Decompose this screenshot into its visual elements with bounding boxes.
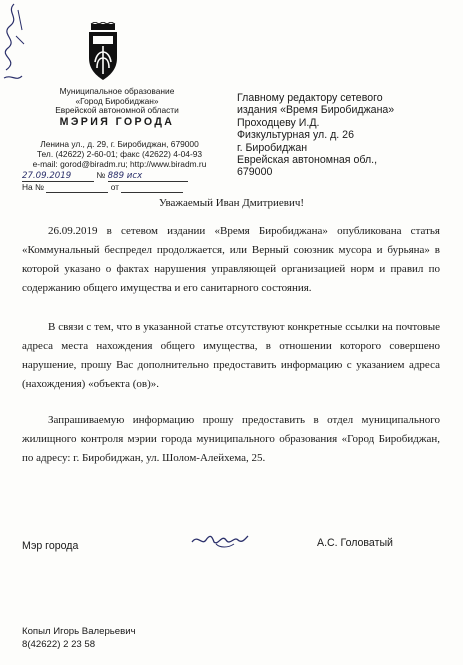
executor-name: Копыл Игорь Валерьевич xyxy=(22,626,136,637)
recipient-line-2: издания «Время Биробиджана» xyxy=(237,104,395,117)
paragraph-2: В связи с тем, что в указанной статье отсутствуют конкретные ссылки на почтовые адреса места нахождения общего имущества, в отношении которого совершено нарушение, прошу Вас дополнительно предоставить информацию с указанием адреса (нахождения) «объекта (ов)». xyxy=(22,321,440,390)
reference-from-label: от xyxy=(110,182,119,192)
recipient-line-1: Главному редактору сетевого xyxy=(237,92,383,104)
org-line-3: Еврейской автономной области xyxy=(55,105,179,116)
reference-number-underline xyxy=(46,182,108,193)
org-line-2: «Город Биробиджан» xyxy=(75,95,159,106)
outgoing-number-underline xyxy=(108,170,188,182)
recipient-line-7: 679000 xyxy=(237,166,273,179)
contacts-block xyxy=(12,140,227,169)
number-label: № xyxy=(96,170,106,180)
reference-date-underline xyxy=(121,182,183,193)
outgoing-date-underline xyxy=(22,170,94,182)
outgoing-number: 889 исх xyxy=(107,171,143,181)
org-phone: Тел. (42622) 2-60-01; факс (42622) 4-04-93 xyxy=(36,148,203,159)
outgoing-date: 27.09.2019 xyxy=(22,171,72,181)
org-email: e-mail: gorod@biradm.ru; http://www.biradm.ru xyxy=(32,158,207,169)
outgoing-date-line xyxy=(22,170,232,182)
recipient-line-4: Физкультурная ул. д. 26 xyxy=(237,129,354,142)
greeting: Уважаемый Иван Дмитриевич! xyxy=(158,197,305,209)
recipient-block xyxy=(237,92,452,179)
handwritten-signature xyxy=(190,528,250,550)
city-emblem-icon xyxy=(85,22,121,82)
executor-phone: 8(42622) 2 23 58 xyxy=(22,639,96,650)
recipient-line-5: г. Биробиджан xyxy=(237,141,308,154)
reference-label: На № xyxy=(22,182,45,192)
margin-handwriting-mark xyxy=(0,0,26,90)
date-number-field xyxy=(22,170,232,193)
org-address: Ленина ул., д. 29, г. Биробиджан, 679000 xyxy=(40,139,199,149)
paragraph-3: Запрашиваемую информацию прошу предоставить в отдел муниципального жилищного контроля мэрии города муниципального образования «Город Биробиджан, по адресу: г. Биробиджан, ул. Шолом-Алейхема, 25. xyxy=(22,414,440,464)
reference-line xyxy=(22,182,232,193)
signatory-role: Мэр города xyxy=(22,540,79,552)
signatory-name: А.С. Головатый xyxy=(317,537,393,549)
recipient-line-3: Проходцеву И.Д. xyxy=(237,116,320,129)
recipient-line-6: Еврейская автономная обл., xyxy=(237,154,378,167)
org-line-1: Муниципальное образование xyxy=(59,86,175,96)
paragraph-1: 26.09.2019 в сетевом издании «Время Биробиджана» опубликована статья «Коммунальный беспредел продолжается, или Верный союзник мусора и бурьяна» в которой указано о фактах нарушения управляющей организацией норм и правил по содержанию общего имущества и его санитарного состояния. xyxy=(22,225,440,294)
organization-header xyxy=(12,87,222,128)
org-title: МЭРИЯ ГОРОДА xyxy=(59,115,175,128)
